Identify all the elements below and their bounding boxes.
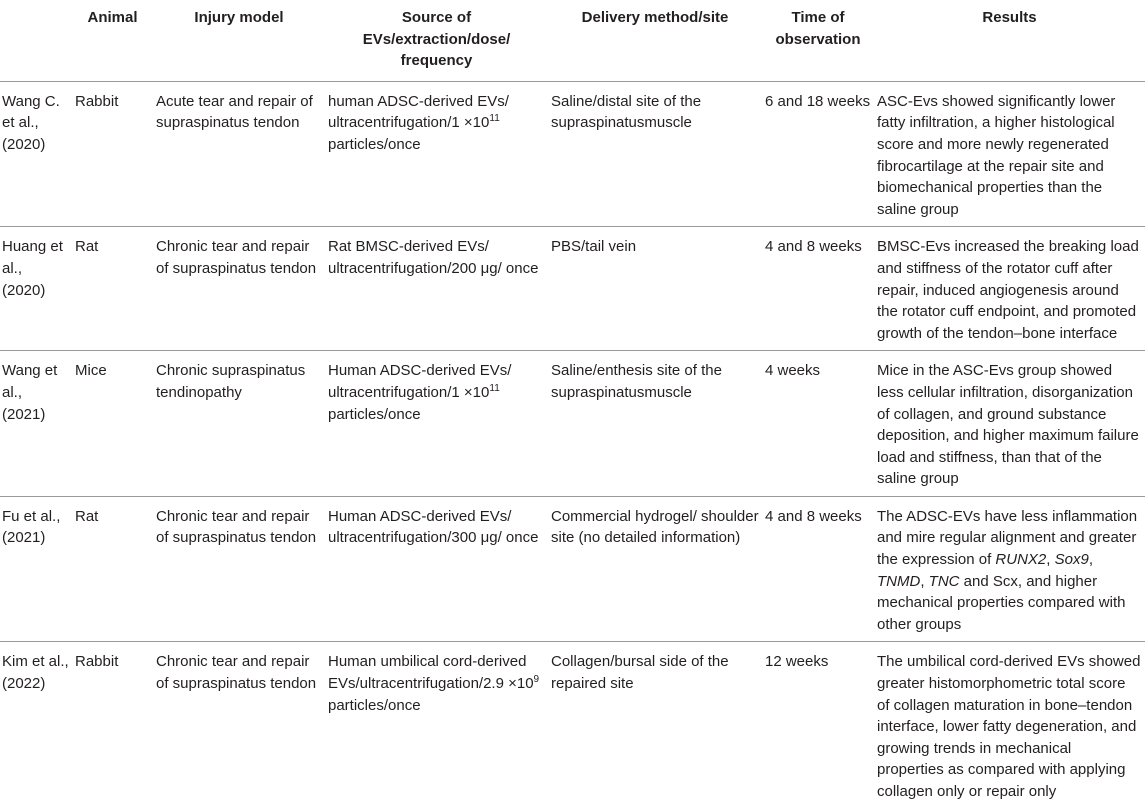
cell-source — [325, 81, 548, 227]
cell-study: Huang et al., (2020) — [0, 227, 72, 351]
cell-delivery: PBS/tail vein — [548, 227, 762, 351]
header-source-of-evs: Source of EVs/extraction/dose/ frequency — [325, 0, 548, 81]
cell-animal: Rabbit — [72, 81, 153, 227]
source-text: Human ADSC-derived EVs/ ultracentrifugation/1 ×10 — [328, 362, 512, 401]
gene-tnc: TNC — [928, 572, 960, 590]
cell-results: BMSC-Evs increased the breaking load and stiffness of the rotator cuff after repair, induced angiogenesis around the rotator cuff endpoint, and promoted growth of the tendon–bone interface — [874, 227, 1145, 351]
source-text: human ADSC-derived EVs/ ultracentrifugation/1 ×10 — [328, 92, 509, 132]
results-text-end: and Scx, and higher mechanical properties compared with other groups — [877, 572, 1126, 633]
cell-time: 12 weeks — [765, 653, 829, 671]
cell-injury-model: Chronic tear and repair of supraspinatus tendon — [153, 496, 325, 642]
cell-results: ASC-Evs showed significantly lower fatty infiltration, a higher histological score and more newly regenerated fibrocartilage at the repair site and biomechanical properties than the saline group — [874, 81, 1145, 227]
gene-sox9: Sox9 — [1054, 551, 1089, 569]
cell-injury-model: Chronic tear and repair of supraspinatus tendon — [153, 227, 325, 351]
cell-delivery: Collagen/bursal side of the repaired site — [551, 653, 729, 693]
header-time-of-observation: Time of observation — [762, 0, 874, 81]
cell-results: Mice in the ASC-Evs group showed less cellular infiltration, disorganization of collagen, and ground substance deposition, and higher maximum failure load and stiffness, than that of the saline group — [874, 351, 1145, 497]
cell-animal: Rat — [72, 496, 153, 642]
table-row — [0, 227, 1145, 351]
cell-animal: Rat — [72, 227, 153, 351]
cell-source: Rat BMSC-derived EVs/ ultracentrifugation/200 μg/ once — [325, 227, 548, 351]
cell-source — [325, 351, 548, 497]
source-text: Human umbilical cord-derived EVs/ultracentrifugation/2.9 ×10 — [328, 653, 534, 693]
header-study — [0, 0, 72, 81]
gene-tnmd: TNMD — [877, 572, 921, 590]
cell-source: Human ADSC-derived EVs/ ultracentrifugation/300 μg/ once — [325, 496, 548, 642]
cell-source — [325, 642, 548, 809]
header-results: Results — [874, 0, 1145, 81]
table-row — [0, 81, 1145, 227]
cell-study: Wang et al., (2021) — [0, 351, 72, 497]
cell-delivery: Commercial hydrogel/ shoulder site (no detailed information) — [548, 496, 762, 642]
header-injury-model: Injury model — [153, 0, 325, 81]
cell-results — [874, 496, 1145, 642]
cell-delivery: Saline/enthesis site of the supraspinatusmuscle — [548, 351, 762, 497]
table-row — [0, 642, 1145, 809]
table-row — [0, 496, 1145, 642]
cell-delivery: Saline/distal site of the supraspinatusmuscle — [548, 81, 762, 227]
header-delivery-method: Delivery method/site — [548, 0, 762, 81]
table-row — [0, 351, 1145, 497]
cell-animal: Mice — [72, 351, 153, 497]
source-text-end: particles/once — [328, 696, 421, 714]
cell-time: 6 and 18 weeks — [762, 81, 874, 227]
source-text-end: particles/once — [328, 405, 421, 423]
header-row — [0, 0, 1145, 81]
results-text: The ADSC-EVs have less inflammation and mire regular alignment and greater the expression of — [877, 507, 1138, 569]
source-exponent: 9 — [533, 674, 540, 686]
source-exponent: 11 — [489, 382, 500, 394]
separator: , — [920, 572, 929, 590]
header-animal: Animal — [72, 0, 153, 81]
separator: , — [1046, 551, 1055, 569]
gene-runx2: RUNX2 — [995, 551, 1047, 569]
cell-animal: Rabbit — [75, 653, 119, 671]
cell-time: 4 and 8 weeks — [762, 496, 874, 642]
source-text-end: particles/once — [328, 135, 421, 153]
cell-study: Fu et al., (2021) — [0, 496, 72, 642]
source-exponent: 11 — [489, 113, 500, 125]
cell-injury-model: Acute tear and repair of supraspinatus tendon — [153, 81, 325, 227]
cell-study: Wang C. et al., (2020) — [0, 81, 72, 227]
cell-injury-model: Chronic supraspinatus tendinopathy — [153, 351, 325, 497]
separator: , — [1088, 551, 1093, 569]
cell-time: 4 and 8 weeks — [762, 227, 874, 351]
cell-study: Kim et al., (2022) — [2, 653, 69, 693]
cell-time: 4 weeks — [762, 351, 874, 497]
cell-injury-model: Chronic tear and repair of supraspinatus tendon — [156, 653, 317, 693]
cell-results: The umbilical cord-derived EVs showed greater histomorphometric total score of collagen maturation in bone–tendon interface, lower fatty degeneration, and growing trends in mechanical properties as compared with applying collagen only or repair only — [877, 653, 1141, 800]
